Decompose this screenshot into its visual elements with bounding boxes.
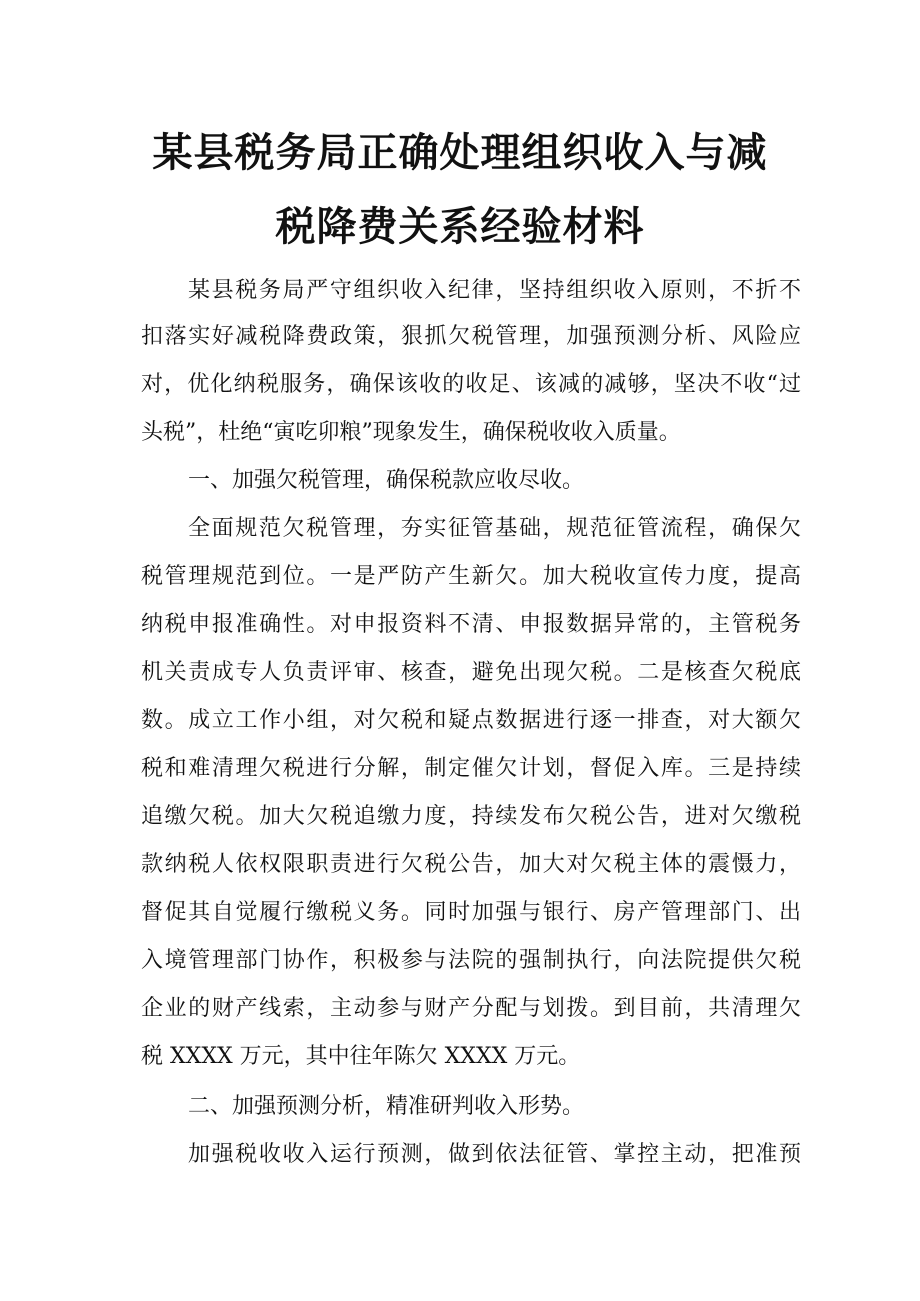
document-title-line-1: 某县税务局正确处理组织收入与减 (152, 130, 768, 176)
paragraph-intro-line-3: 对，优化纳税服务，确保该收的收足、该减的减够，坚决不收“过 (141, 372, 801, 397)
paragraph-intro-line-4: 头税”，杜绝“寅吃卯粮”现象发生，确保税收收入质量。 (141, 420, 681, 445)
paragraph-1-line-6: 税和难清理欠税进行分解，制定催欠计划，督促入库。三是持续 (141, 756, 801, 781)
paragraph-intro-line-1: 某县税务局严守组织收入纪律，坚持组织收入原则，不折不 (188, 278, 801, 303)
paragraph-1-line-2: 税管理规范到位。一是严防产生新欠。加大税收宣传力度，提高 (141, 564, 801, 589)
paragraph-1-line-7: 追缴欠税。加大欠税追缴力度，持续发布欠税公告，进对欠缴税 (141, 804, 801, 829)
paragraph-1-line-5: 数。成立工作小组，对欠税和疑点数据进行逐一排查，对大额欠 (141, 708, 801, 733)
paragraph-intro-line-2: 扣落实好减税降费政策，狠抓欠税管理，加强预测分析、风险应 (141, 324, 801, 349)
paragraph-1-line-4: 机关责成专人负责评审、核查，避免出现欠税。二是核查欠税底 (141, 660, 801, 685)
paragraph-1-line-11: 企业的财产线索，主动参与财产分配与划拨。到目前，共清理欠 (141, 996, 801, 1021)
paragraph-1-line-10: 入境管理部门协作，积极参与法院的强制执行，向法院提供欠税 (141, 948, 801, 973)
section-heading-1: 一、加强欠税管理，确保税款应收尽收。 (188, 468, 585, 493)
paragraph-1-line-8: 款纳税人依权限职责进行欠税公告，加大对欠税主体的震慑力， (141, 852, 801, 877)
paragraph-2-line-1: 加强税收收入运行预测，做到依法征管、掌控主动，把准预 (188, 1142, 801, 1167)
paragraph-1-line-3: 纳税申报准确性。对申报资料不清、申报数据异常的，主管税务 (141, 612, 801, 637)
paragraph-1-line-12: 税 XXXX 万元，其中往年陈欠 XXXX 万元。 (141, 1044, 581, 1069)
paragraph-1-line-1: 全面规范欠税管理，夯实征管基础，规范征管流程，确保欠 (188, 516, 801, 541)
paragraph-1-line-9: 督促其自觉履行缴税义务。同时加强与银行、房产管理部门、出 (141, 900, 801, 925)
section-heading-2: 二、加强预测分析，精准研判收入形势。 (188, 1094, 585, 1119)
document-title-line-2: 税降费关系经验材料 (275, 204, 645, 250)
